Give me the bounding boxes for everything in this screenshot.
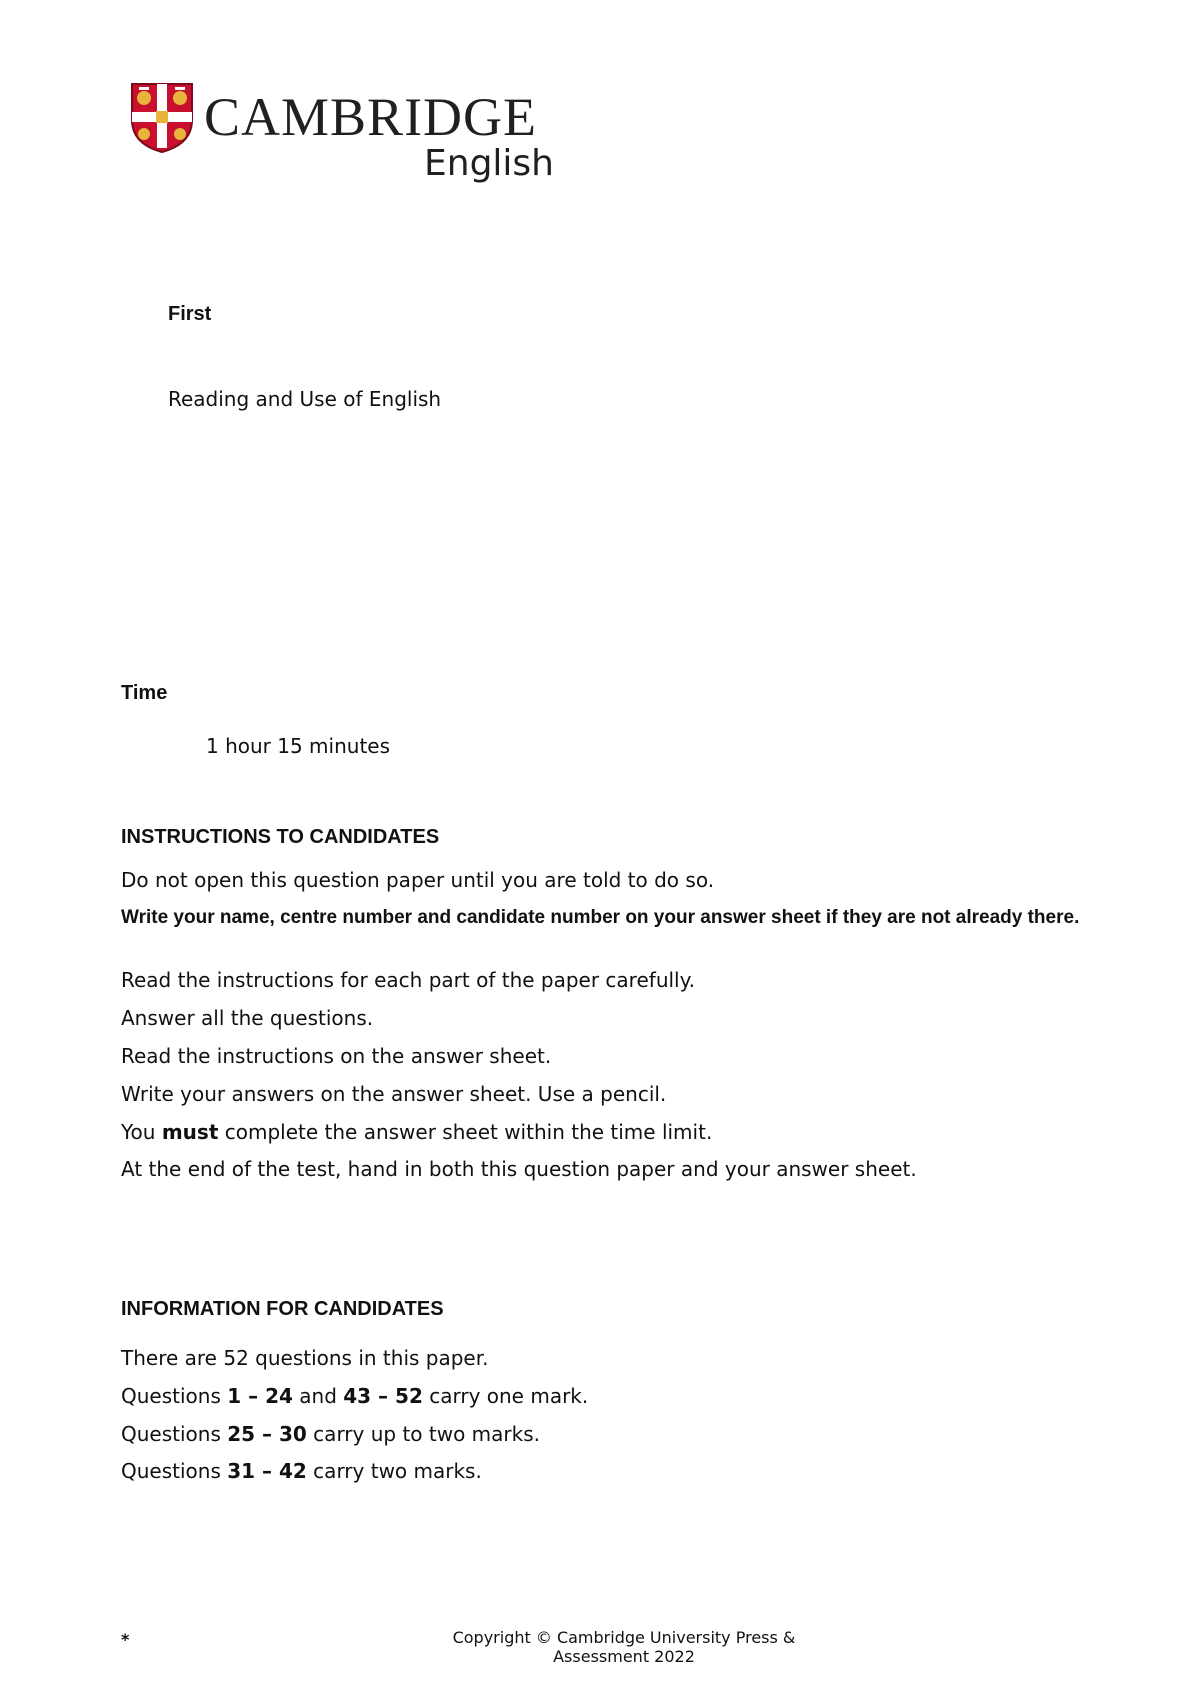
- information-text: Questions: [121, 1384, 228, 1408]
- instruction-text: You: [121, 1120, 162, 1144]
- instruction-emphasis: must: [161, 1120, 219, 1144]
- footer-asterisk: *: [121, 1630, 130, 1649]
- exam-paper-name: Reading and Use of English: [168, 387, 442, 411]
- instruction-line: Read the instructions on the answer sheet.: [121, 1044, 552, 1068]
- information-line: [121, 1422, 1081, 1446]
- instruction-text: complete the answer sheet within the time limit.: [218, 1120, 713, 1144]
- information-text: carry one mark.: [422, 1384, 589, 1408]
- time-label: Time: [121, 682, 168, 704]
- information-text: and: [292, 1384, 344, 1408]
- cambridge-english-logo: [130, 80, 570, 190]
- question-range: 43 – 52: [343, 1384, 423, 1408]
- question-range: 1 – 24: [227, 1384, 293, 1408]
- information-text: Questions: [121, 1459, 228, 1483]
- information-heading: INFORMATION FOR CANDIDATES: [121, 1298, 444, 1320]
- instruction-line: Do not open this question paper until you are told to do so.: [121, 868, 715, 892]
- information-line: [121, 1384, 1081, 1408]
- instruction-line: Answer all the questions.: [121, 1006, 374, 1030]
- logo-brand: CAMBRIDGE: [204, 87, 538, 147]
- question-range: 25 – 30: [227, 1422, 307, 1446]
- question-range: 31 – 42: [227, 1459, 307, 1483]
- exam-level: First: [168, 303, 212, 325]
- information-line: There are 52 questions in this paper.: [121, 1346, 489, 1370]
- information-text: Questions: [121, 1422, 228, 1446]
- information-text: carry two marks.: [306, 1459, 482, 1483]
- logo-sub: English: [424, 143, 554, 184]
- instruction-line: [121, 1120, 1081, 1144]
- instructions-heading: INSTRUCTIONS TO CANDIDATES: [121, 826, 440, 848]
- time-duration: 1 hour 15 minutes: [206, 734, 391, 758]
- cambridge-shield-icon: [130, 82, 194, 154]
- information-text: carry up to two marks.: [306, 1422, 541, 1446]
- instruction-line: At the end of the test, hand in both this question paper and your answer sheet.: [121, 1157, 917, 1181]
- instruction-line: Read the instructions for each part of the paper carefully.: [121, 968, 695, 992]
- footer-copyright: Copyright © Cambridge University Press & Assessment 2022: [452, 1628, 796, 1666]
- instruction-line: Write your answers on the answer sheet. Use a pencil.: [121, 1082, 667, 1106]
- instruction-line-bold: Write your name, centre number and candidate number on your answer sheet if they are not already there.: [121, 907, 1080, 928]
- information-line: [121, 1459, 1081, 1483]
